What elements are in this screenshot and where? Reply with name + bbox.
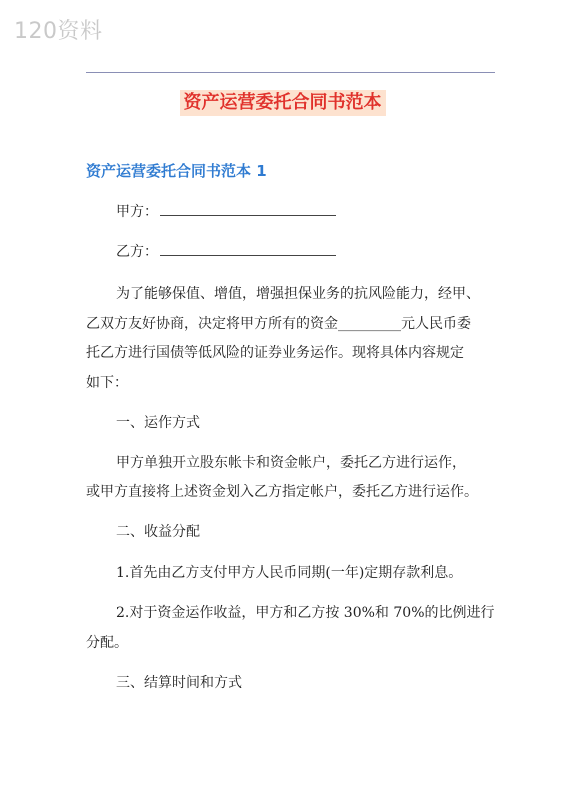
section-heading: 资产运营委托合同书范本 1: [86, 162, 267, 180]
party-a-label: 甲方：: [116, 204, 158, 220]
paragraph-line: 为了能够保值、增值，增强担保业务的抗风险能力，经甲、: [116, 286, 480, 302]
paragraph-line: 1.首先由乙方支付甲方人民币同期(一年)定期存款利息。: [116, 565, 463, 581]
paragraph-line: 或甲方直接将上述资金划入乙方指定帐户，委托乙方进行运作。: [86, 484, 478, 500]
document-title: 资产运营委托合同书范本: [180, 90, 386, 116]
watermark: 120资料: [14, 19, 103, 44]
paragraph-line: 乙双方友好协商，决定将甲方所有的资金_________元人民币委: [86, 316, 471, 332]
paragraph-line: 托乙方进行国债等低风险的证券业务运作。现将具体内容规定: [86, 345, 464, 361]
paragraph-line: 分配。: [86, 635, 128, 651]
party-a-blank: [160, 201, 336, 216]
party-b-line: [116, 241, 336, 262]
top-divider: [86, 72, 495, 73]
clause-heading-1: 一、运作方式: [116, 415, 200, 431]
party-b-label: 乙方：: [116, 244, 158, 260]
clause-heading-2: 二、收益分配: [116, 524, 200, 540]
paragraph-line: 2.对于资金运作收益，甲方和乙方按 30%和 70%的比例进行: [116, 605, 495, 621]
paragraph-line: 甲方单独开立股东帐卡和资金帐户，委托乙方进行运作，: [116, 455, 466, 471]
clause-heading-3: 三、结算时间和方式: [116, 675, 242, 691]
title-wrapper: [0, 90, 565, 116]
paragraph-line: 如下：: [86, 375, 128, 391]
party-a-line: [116, 201, 336, 222]
party-b-blank: [160, 241, 336, 256]
